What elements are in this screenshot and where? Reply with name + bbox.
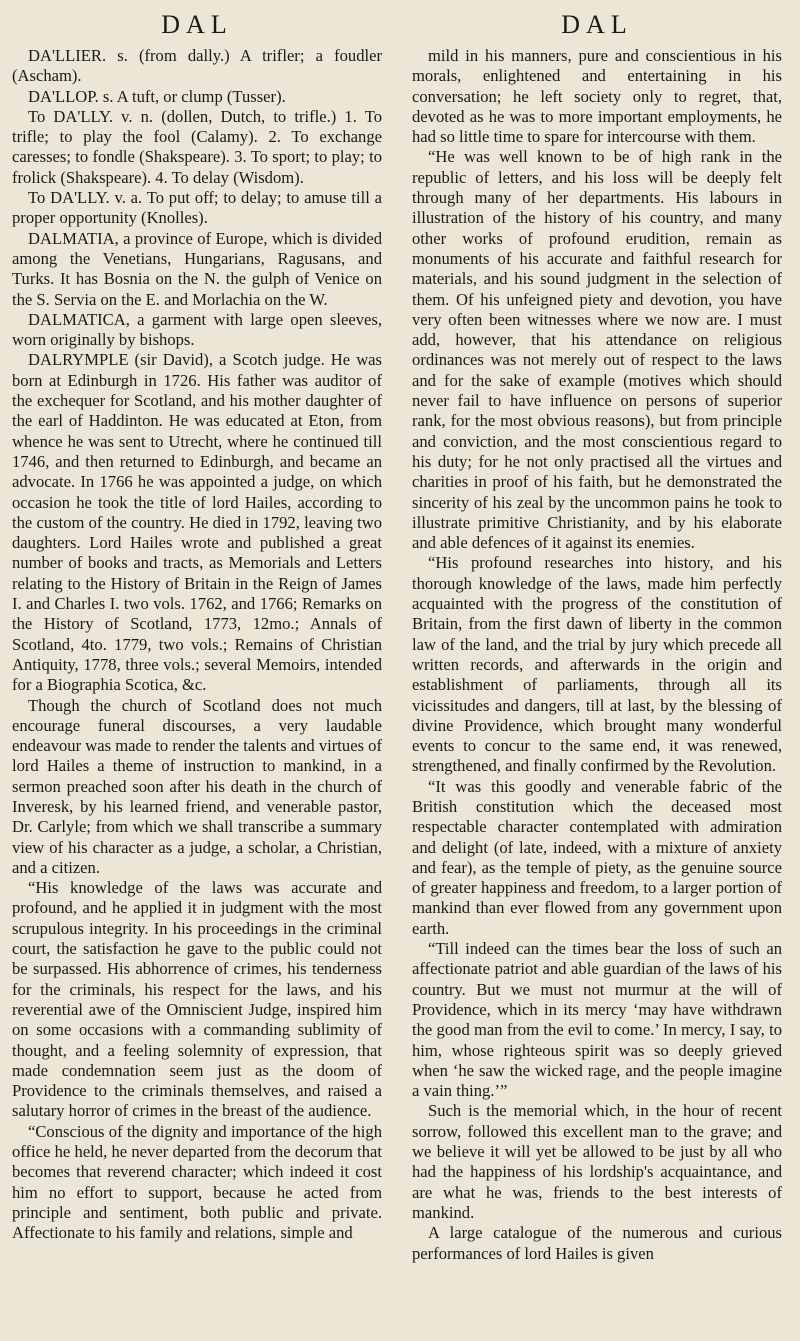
paragraph: “His profound researches into history, and his thorough knowledge of the laws, made him perfectly acquainted with the progress of the constitution of Britain, from the first dawn of liberty in the common law of the land, and the trial by jury which precede all written records, and afterwards in the origin and establishment of parliaments, through all its vicissitudes and dangers, till at last, by the blessing of divine Providence, which brought many wonderful events to concur to the same end, it was renewed, strengthened, and finally confirmed by the Revolution. [412, 553, 782, 776]
paragraph: DA'LLIER. s. (from dally.) A trifler; a foudler (Ascham). [12, 46, 382, 86]
paragraph: “It was this goodly and venerable fabric of the British constitution which the deceased most respectable character contemplated with admiration and delight (of late, indeed, with a mixture of anxiety and fear), as the temple of piety, as the genuine source of greater happiness and freedom, to a larger portion of mankind than ever flowed from any government upon earth. [412, 776, 782, 938]
paragraph: “Till indeed can the times bear the loss of such an affectionate patriot and able guardian of the laws of his country. But we must not murmur at the will of Providence, which in its mercy ‘may have withdrawn the good man from the evil to come.’ In mercy, I say, to him, whose righteous spirit was so deeply grieved when ‘he saw the wicked rage, and the people imagine a vain thing.’” [412, 939, 782, 1101]
paragraph: “His knowledge of the laws was accurate and profound, and he applied it in judgment with the most scrupulous integrity. In his proceedings in the criminal court, the satisfaction he gave to the public could not be surpassed. His abhorrence of crimes, his tenderness for the criminals, his respect for the laws, and his reverential awe of the Omniscient Judge, inspired him on some occasions with a commanding sublimity of thought, and a feeling solemnity of expression, that made condemnation seem just as the doom of Providence to the criminals themselves, and raised a salutary horror of crimes in the breast of the audience. [12, 878, 382, 1121]
paragraph: To DA'LLY. v. n. (dollen, Dutch, to trifle.) 1. To trifle; to play the fool (Calamy). 2. To exchange caresses; to fondle (Shakspeare). 3. To sport; to play; to frolick (Shakspeare). 4. To delay (Wisdom). [12, 106, 382, 187]
paragraph: mild in his manners, pure and conscientious in his morals, enlightened and entertaining in his conversation; he left society only to regret, that, devoted as he was to more important employments, he had so little time to spare for intercourse with them. [412, 46, 782, 147]
paragraph: Though the church of Scotland does not much encourage funeral discourses, a very laudable endeavour was made to render the talents and virtues of lord Hailes a theme of instruction to mankind, in a sermon preached soon after his death in the church of Inveresk, by his learned friend, and venerable pastor, Dr. Carlyle; from which we shall transcribe a summary view of his character as a judge, a scholar, a Christian, and a citizen. [12, 695, 382, 877]
right-column-text [412, 46, 782, 1264]
paragraph: DALMATICA, a garment with large open sleeves, worn originally by bishops. [12, 309, 382, 350]
left-column-text [12, 46, 382, 1244]
running-header-right: DAL [561, 10, 633, 39]
paragraph: To DA'LLY. v. a. To put off; to delay; to amuse till a proper opportunity (Knolles). [12, 188, 382, 228]
left-column [12, 0, 382, 1244]
paragraph: Such is the memorial which, in the hour of recent sorrow, followed this excellent man to the grave; and we believe it will yet be allowed to be just by all who had the happiness of his lordship's acquaintance, and are what he was, friends to the best interests of mankind. [412, 1101, 782, 1222]
right-column [412, 0, 782, 1264]
paragraph: DALMATIA, a province of Europe, which is divided among the Venetians, Hungarians, Ragusans, and Turks. It has Bosnia on the N. the gulph of Venice on the S. Servia on the E. and Morlachia on the W. [12, 228, 382, 309]
running-header-left: DAL [161, 10, 233, 39]
paragraph: DALRYMPLE (sir David), a Scotch judge. He was born at Edinburgh in 1726. His father was auditor of the exchequer for Scotland, and his mother daughter of the earl of Haddinton. He was educated at Eton, from whence he was sent to Utrecht, where he continued till 1746, and then returned to Edinburgh, and became an advocate. In 1766 he was appointed a judge, on which occasion he took the title of lord Hailes, according to the custom of the country. He died in 1792, leaving two daughters. Lord Hailes wrote and published a great number of books and tracts, as Memorials and Letters relating to the History of Britain in the Reign of James I. and Charles I. two vols. 1762, and 1766; Remarks on the History of Scotland, 1773, 12mo.; Annals of Scotland, 4to. 1779, two vols.; Remains of Christian Antiquity, 1778, three vols.; several Memoirs, intended for a Biographia Scotica, &c. [12, 350, 382, 695]
paragraph: “He was well known to be of high rank in the republic of letters, and his loss will be deeply felt through many of her departments. His labours in illustration of the history of his country, and many other works of profound erudition, remain as monuments of his accurate and faithful research for materials, and his sound judgment in the selection of them. Of his unfeigned piety and devotion, you have very often been witnesses where we now are. I must add, however, that his attendance on religious ordinances was not merely out of respect to the laws and for the sake of example (motives which should never fail to have influence on persons of superior rank, for the most obvious reasons), but from principle and conviction, and the most conscientious regard to his duty; for he not only practised all the virtues and charities in proof of his faith, but he demonstrated the sincerity of his zeal by the uncommon pains he took to illustrate primitive Christianity, and by his elaborate and able defences of it against its enemies. [412, 147, 782, 553]
paragraph: A large catalogue of the numerous and curious performances of lord Hailes is given [412, 1223, 782, 1263]
paragraph: DA'LLOP. s. A tuft, or clump (Tusser). [28, 86, 286, 106]
paragraph: “Conscious of the dignity and importance of the high office he held, he never departed from the decorum that becomes that reverend character; which indeed it cost him no effort to support, because he acted from principle and sentiment, both public and private. Affectionate to his family and relations, simple and [12, 1121, 382, 1243]
